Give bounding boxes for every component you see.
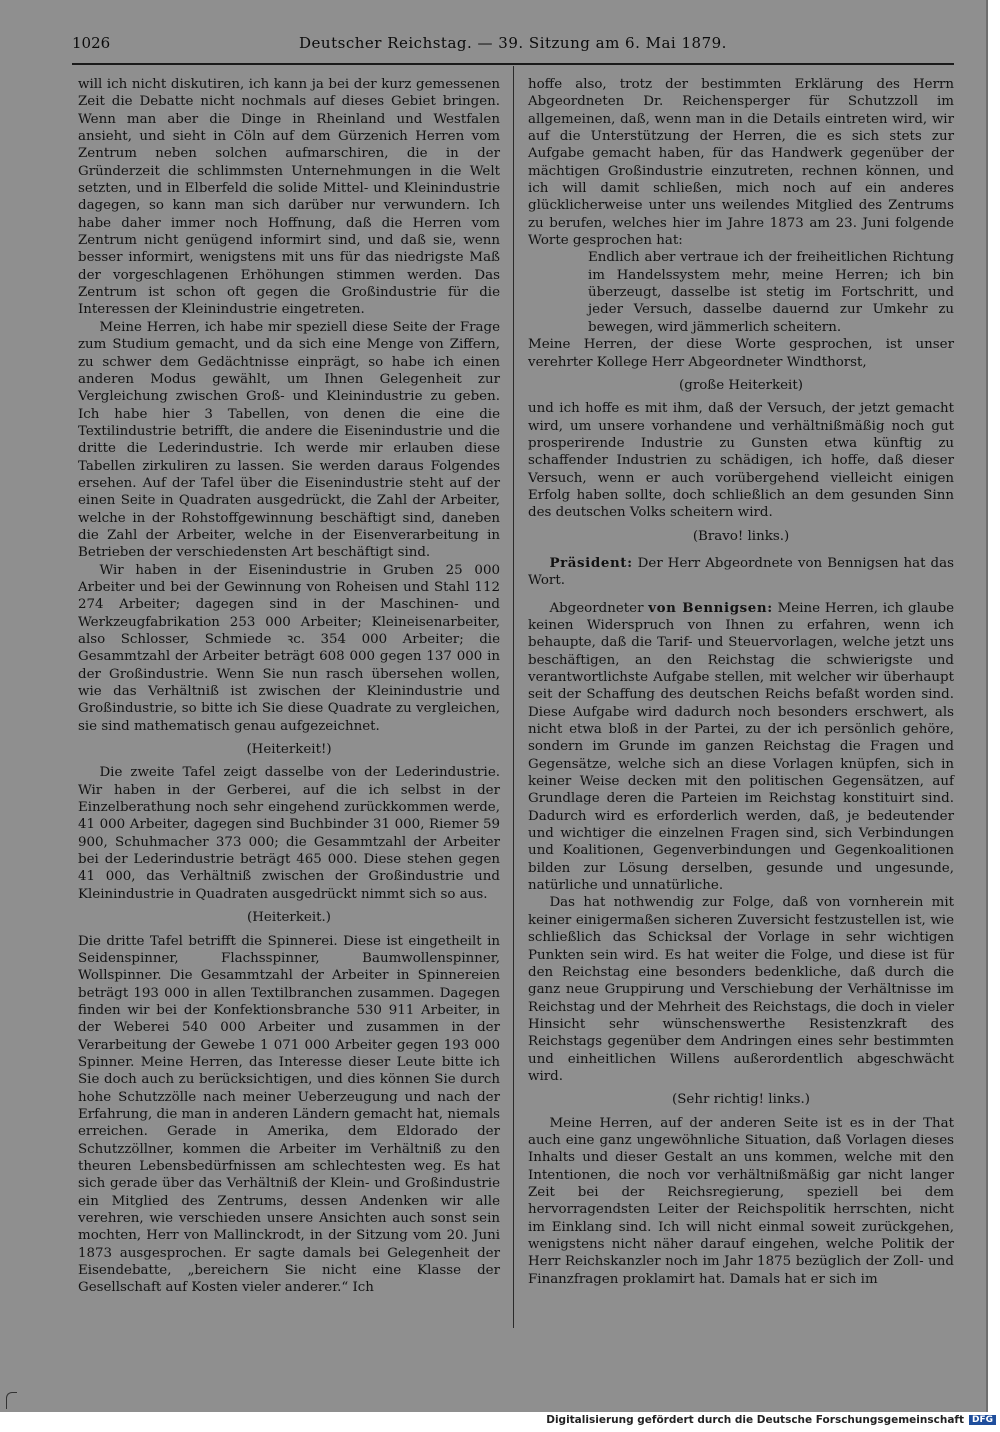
column-divider <box>513 66 514 1328</box>
interjection <box>78 741 500 758</box>
paragraph-text: Meine Herren, ich habe mir speziell diese Seite der Frage zum Studium gemacht, und da sich eine Menge von Ziffern, zu schwer dem Gedächtnisse einprägt, so habe ich einen anderen Modus gewählt, um Ihnen Gelegenheit zur Vergleichung zwischen Groß- und Kleinindustrie zu geben. Ich habe hier 3 Tabellen, von denen die eine die Textilindustrie betrifft, die andere die Eisenindustrie und die dritte die Lederindustrie. Ich werde mir erlauben diese Tabellen zirkuliren zu lassen. Sie werden daraus Folgendes ersehen. Auf der Tafel über die Eisenindustrie steht auf der einen Seite in Quadraten ausgedrückt, die Zahl der Arbeiter, welche in der Rohstoffgewinnung beschäftigt sind, daneben die Zahl der Arbeiter, welche in der Eisenverarbeitung in Betrieben der verschiedensten Art beschäftigt sind. <box>78 319 500 561</box>
paragraph-text: hoffe also, trotz der bestimmten Erklärung des Herrn Abgeordneten Dr. Reichensperger für Schutzzoll im allgemeinen, daß, wenn man in die Details eintreten wird, wir auf die Unterstützung der Herren, die es sich stets zur Aufgabe gemacht haben, für das Handwerk gegenüber der mächtigen Großindustrie einzutreten, rechnen können, und ich will damit schließen, mich noch auf ein anderes glücklicherweise unter uns weilendes Mitglied des Zentrums zu berufen, welches hier im Jahre 1873 am 23. Juni folgende Worte gesprochen hat: <box>528 77 954 249</box>
paragraph-text: will ich nicht diskutiren, ich kann ja bei der kurz gemessenen Zeit die Debatte nicht nochmals auf dieses Gebiet bringen. Wenn man aber die Dinge in Rheinland und Westfalen ansieht, und sieht in Cöln auf dem Gürzenich Herren vom Zentrum neben solchen aufmarschiren, die in der Gründerzeit die schlimmsten Unternehmungen in die Welt setzten, und in Elberfeld die solide Mittel- und Kleinindustrie dagegen, so kann man sich darüber nur verwundern. Ich habe daher immer noch Hoffnung, daß die Herren vom Zentrum nicht genügend informirt sind, und daß sie, wenn besser informirt, wenigstens mit uns für das niedrigste Maß der vorgeschlagenen Erhöhungen stimmen werden. Das Zentrum ist schon oft gegen die Großindustrie für die Interessen der Kleinindustrie eingetreten. <box>78 77 500 318</box>
paragraph <box>78 764 500 903</box>
speaker-name: von Bennigsen: <box>648 599 773 616</box>
paragraph <box>78 76 500 319</box>
paragraph-text: Endlich aber vertraue ich der freiheitlichen Richtung im Handelssystem mehr, meine Herren; ich bin überzeugt, dasselbe ist stetig im Fortschritt, und jeder Versuch, dasselbe dauernd zur Umkehr zu bewegen, wird jämmerlich scheitern. <box>588 250 954 335</box>
paragraph-text: Meine Herren, ich glaube keinen Widerspruch von Ihnen zu erfahren, wenn ich behaupte, daß die Tarif- und Steuervorlagen, welche jetzt uns beschäftigen, an den Reichstag die schwierigste und verantwortlichste Aufgabe stellen, mit welcher wir überhaupt seit der Schaffung des deutschen Reichs befaßt worden sind. Diese Aufgabe wird dadurch noch besonders erschwert, als nicht etwa bloß in der Partei, zu der ich persönlich gehöre, sondern im Grunde im ganzen Reichstag die Fragen und Gegensätze, welche sich an diese Vorlagen knüpfen, sich in keiner Weise decken mit den politischen Gegensätzen, auf Grundlage deren die Parteien im Reichstag konstituirt sind. Dadurch wird es erforderlich werden, daß, je bedeutender und wichtiger die einzelnen Fragen sind, sich Verbindungen und Koalitionen, Gegenverbindungen und Gegenkoalitionen bilden zur Lösung derselben, gesunde und ungesunde, natürliche und unnatürliche. <box>528 600 954 894</box>
speaker-prefix: Abgeordneter <box>549 600 649 616</box>
paragraph-text: (Bravo! links.) <box>692 528 790 544</box>
paragraph-text: Die zweite Tafel zeigt dasselbe von der Lederindustrie. Wir haben in der Gerberei, auf die ich selbst in der Einzelberathung noch sehr eingehend zurückkommen werde, 41 000 Arbeiter, dagegen sind Buchbinder 31 000, Riemer 59 900, Schuhmacher 373 000; die Gesammtzahl der Arbeiter bei der Lederindustrie beträgt 465 000. Diese stehen gegen 41 000, das Verhältniß zwischen der Großindustrie und Kleinindustrie in Quadraten ausgedrückt nimmt sich so aus. <box>78 765 500 902</box>
paragraph <box>78 933 500 1297</box>
paragraph <box>528 1115 954 1288</box>
paragraph-text: (Sehr richtig! links.) <box>672 1092 810 1108</box>
right-column <box>528 76 954 1288</box>
paragraph-text: Die dritte Tafel betrifft die Spinnerei. Diese ist eingetheilt in Seidenspinner, Flachsspinner, Baumwollenspinner, Wollspinner. Die Gesammtzahl der Arbeiter in Spinnereien beträgt 193 000 in allen Textilbranchen zusammen. Dagegen finden wir bei der Konfektionsbranche 530 911 Arbeiter, in der Weberei 540 000 Arbeiter und zusammen in der Verarbeitung der Gewebe 1 071 000 Arbeiter gegen 193 000 Spinner. Meine Herren, das Interesse dieser Leute bitte ich Sie doch auch zu berücksichtigen, und dies können Sie durch hohe Schutzzölle nach meiner Ueberzeugung und nach der Erfahrung, die man in anderen Ländern gemacht hat, niemals erreichen. Gerade in Amerika, dem Eldorado der Schutzzöllner, kommen die Arbeiter im Verhältniß zu den theuren Lebensbedürfnissen am schlechtesten weg. Es hat sich gerade über das Verhältniß der Klein- und Großindustrie ein Mitglied des Zentrums, dessen Andenken wir alle verehren, wie verschieden unsere Ansichten auch sonst sein mochten, Herr von Mallinckrodt, in der Sitzung vom 20. Juni 1873 ausgesprochen. Er sagte damals bei Gelegenheit der Eisendebatte, „bereichern Sie nicht eine Klasse der Gesellschaft auf Kosten vieler anderer.“ Ich <box>78 933 500 1296</box>
paragraph-text: Der Herr Abgeordnete von Bennigsen hat das Wort. <box>528 555 954 589</box>
paragraph <box>528 400 954 521</box>
paragraph-text: (Heiterkeit.) <box>247 910 331 926</box>
paragraph-text: (große Heiterkeit) <box>679 377 803 393</box>
page-title: Deutscher Reichstag. — 39. Sitzung am 6. Mai 1879. <box>299 34 727 52</box>
paragraph <box>78 319 500 562</box>
paragraph-text: Das hat nothwendig zur Folge, daß von vornherein mit keiner einigermaßen sicheren Zuversicht festzustellen ist, wie schließlich das Schicksal der Vorlage in sehr wichtigen Punkten sein wird. Es hat weiter die Folge, und diese ist für den Reichstag eine besonders bedenkliche, daß durch die ganz neue Gruppirung und Verschiebung der Verhältnisse im Reichstag und der Mehrheit des Reichstags, die doch in vieler Hinsicht sehr wünschenswerthe Resistenzkraft des Reichstags gegenüber dem Andringen eines sehr bestimmten und einheitlichen Willens außerordentlich abgeschwächt wird. <box>528 895 954 1084</box>
page-corner-mark <box>6 1392 17 1409</box>
paragraph <box>528 76 954 249</box>
paragraph-text: Wir haben in der Eisenindustrie in Gruben 25 000 Arbeiter und bei der Gewinnung von Roheisen und Stahl 112 274 Arbeiter; dagegen sind in der Maschinen- und Werkzeugfabrikation 253 000 Arbeiter; Kleineisenarbeiter, also Schlosser, Schmiede ꝛc. 354 000 Arbeiter; die Gesammtzahl der Arbeiter beträgt 608 000 gegen 137 000 in der Großindustrie. Wenn Sie nun rasch übersehen wollen, wie das Verhältniß ist zwischen der Kleinindustrie und Großindustrie, so bitte ich Sie diese Quadrate zu vergleichen, sie sind mathematisch genau aufgezeichnet. <box>78 562 500 734</box>
paragraph-text: Meine Herren, der diese Worte gesprochen, ist unser verehrter Kollege Herr Abgeordneter Windthorst, <box>528 337 954 370</box>
paragraph <box>528 555 954 590</box>
paragraph <box>528 894 954 1085</box>
paragraph-text: Meine Herren, auf der anderen Seite ist es in der That auch eine ganz ungewöhnliche Situation, daß Vorlagen dieses Inhalts und dieser Gestalt an uns kommen, welche mit den Intentionen, die noch vor verhältnißmäßig gar nicht langer Zeit bei der Reichsregierung, speziell bei dem hervorragendsten Leiter der Reichspolitik herrschten, nicht im Einklang sind. Ich will nicht einmal soweit zurückgehen, wenigstens nicht näher darauf eingehen, welche Politik der Herr Reichskanzler noch im Jahr 1875 bezüglich der Zoll- und Finanzfragen proklamirt hat. Damals hat er sich im <box>528 1115 954 1287</box>
header-rule <box>72 63 954 65</box>
paragraph-text: und ich hoffe es mit ihm, daß der Versuch, der jetzt gemacht wird, um unsere vorhandene und verhältnißmäßig noch gut prosperirende Industrie zu Gunsten etwa künftig zu schaffender Industrien zu schädigen, ich hoffe, daß dieser Versuch, wenn er auch vorübergehend vielleicht einigen Erfolg haben sollte, doch schließlich an dem gesunden Sinn des deutschen Volks scheitern wird. <box>528 401 954 521</box>
interjection <box>528 377 954 394</box>
speaker-name: Präsident: <box>549 554 633 571</box>
paragraph <box>78 562 500 735</box>
interjection <box>528 528 954 545</box>
page-number: 1026 <box>72 34 111 52</box>
paragraph-text: (Heiterkeit!) <box>246 742 332 758</box>
page-header <box>72 34 954 56</box>
paragraph <box>528 600 954 895</box>
paragraph <box>528 336 954 371</box>
left-column <box>78 76 500 1297</box>
paragraph <box>588 249 954 336</box>
interjection <box>78 909 500 926</box>
dfg-logo: DFG <box>969 1415 996 1425</box>
funding-credit: Digitalisierung gefördert durch die Deutsche Forschungsgemeinschaft <box>546 1414 964 1426</box>
interjection <box>528 1091 954 1108</box>
